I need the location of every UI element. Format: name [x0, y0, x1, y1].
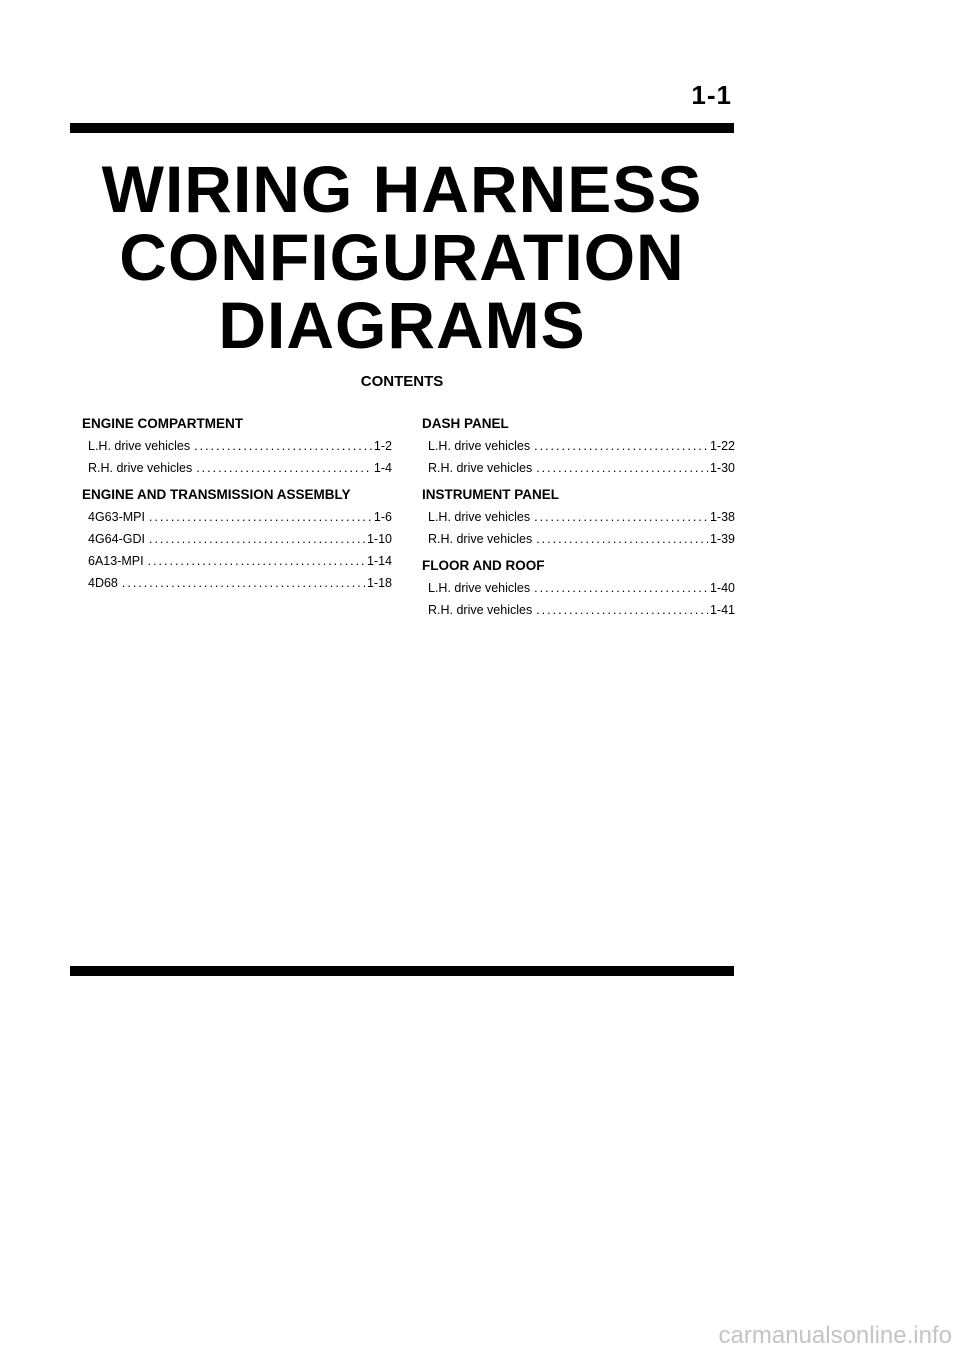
toc-entry-page: 1-22 — [709, 439, 735, 453]
toc-left-column — [82, 416, 392, 602]
toc-entry-page: 1-40 — [709, 581, 735, 595]
title-line: WIRING HARNESS — [101, 152, 703, 226]
toc-entry-page: 1-18 — [366, 576, 392, 590]
toc-section-engine-compartment — [82, 416, 392, 475]
toc-section-title: ENGINE AND TRANSMISSION ASSEMBLY — [82, 487, 351, 502]
toc-entry[interactable] — [428, 581, 735, 595]
toc-entry-label: R.H. drive vehicles — [428, 532, 533, 546]
toc-entry[interactable] — [88, 461, 392, 475]
leader-dots — [122, 576, 365, 590]
toc-entry[interactable] — [428, 603, 735, 617]
leader-dots — [534, 510, 708, 524]
toc-entry-label: R.H. drive vehicles — [428, 461, 533, 475]
leader-dots — [149, 510, 372, 524]
toc-entry-label: R.H. drive vehicles — [428, 603, 533, 617]
toc-entry[interactable] — [88, 510, 392, 524]
toc-section-title: DASH PANEL — [422, 416, 509, 431]
toc-entry-page: 1-4 — [373, 461, 392, 475]
toc-entry-label: 6A13-MPI — [88, 554, 144, 568]
toc-entry-page: 1-39 — [709, 532, 735, 546]
toc-entry[interactable] — [428, 461, 735, 475]
toc-section-title: INSTRUMENT PANEL — [422, 487, 559, 502]
title-line: CONFIGURATION — [119, 220, 685, 294]
toc-entry[interactable] — [88, 576, 392, 590]
title-line: DIAGRAMS — [218, 288, 586, 362]
watermark: carmanualsonline.info — [718, 1322, 952, 1349]
toc-section-engine-transmission — [82, 487, 392, 590]
toc-section-title: ENGINE COMPARTMENT — [82, 416, 243, 431]
toc-entry-page: 1-38 — [709, 510, 735, 524]
toc-entry[interactable] — [88, 439, 392, 453]
leader-dots — [149, 532, 365, 546]
toc-entry-label: 4G63-MPI — [88, 510, 145, 524]
leader-dots — [196, 461, 372, 475]
toc-section-dash-panel — [422, 416, 735, 475]
toc-section-instrument-panel — [422, 487, 735, 546]
toc-entry-page: 1-2 — [373, 439, 392, 453]
toc-entry[interactable] — [88, 554, 392, 568]
leader-dots — [536, 461, 708, 475]
toc-section-floor-roof — [422, 558, 735, 617]
page-number: 1-1 — [691, 80, 732, 110]
toc-right-column — [422, 416, 735, 629]
toc-entry-label: L.H. drive vehicles — [428, 439, 531, 453]
toc-entry-label: L.H. drive vehicles — [428, 581, 531, 595]
toc-entry-page: 1-6 — [373, 510, 392, 524]
leader-dots — [194, 439, 372, 453]
toc-entry-page: 1-10 — [366, 532, 392, 546]
toc-entry-label: L.H. drive vehicles — [88, 439, 191, 453]
toc-entry-label: 4G64-GDI — [88, 532, 145, 546]
toc-entry[interactable] — [428, 439, 735, 453]
toc-entry-label: L.H. drive vehicles — [428, 510, 531, 524]
top-rule — [70, 123, 734, 133]
leader-dots — [148, 554, 365, 568]
toc-entry-page: 1-14 — [366, 554, 392, 568]
toc-entry[interactable] — [428, 510, 735, 524]
toc-section-title: FLOOR AND ROOF — [422, 558, 545, 573]
toc-entry-page: 1-41 — [709, 603, 735, 617]
leader-dots — [536, 532, 708, 546]
page-title — [70, 152, 734, 362]
toc-entry[interactable] — [428, 532, 735, 546]
bottom-rule — [70, 966, 734, 976]
toc-entry[interactable] — [88, 532, 392, 546]
leader-dots — [534, 439, 708, 453]
contents-heading: CONTENTS — [360, 373, 444, 390]
toc-entry-label: R.H. drive vehicles — [88, 461, 193, 475]
toc-entry-page: 1-30 — [709, 461, 735, 475]
toc-entry-label: 4D68 — [88, 576, 118, 590]
leader-dots — [536, 603, 708, 617]
leader-dots — [534, 581, 708, 595]
